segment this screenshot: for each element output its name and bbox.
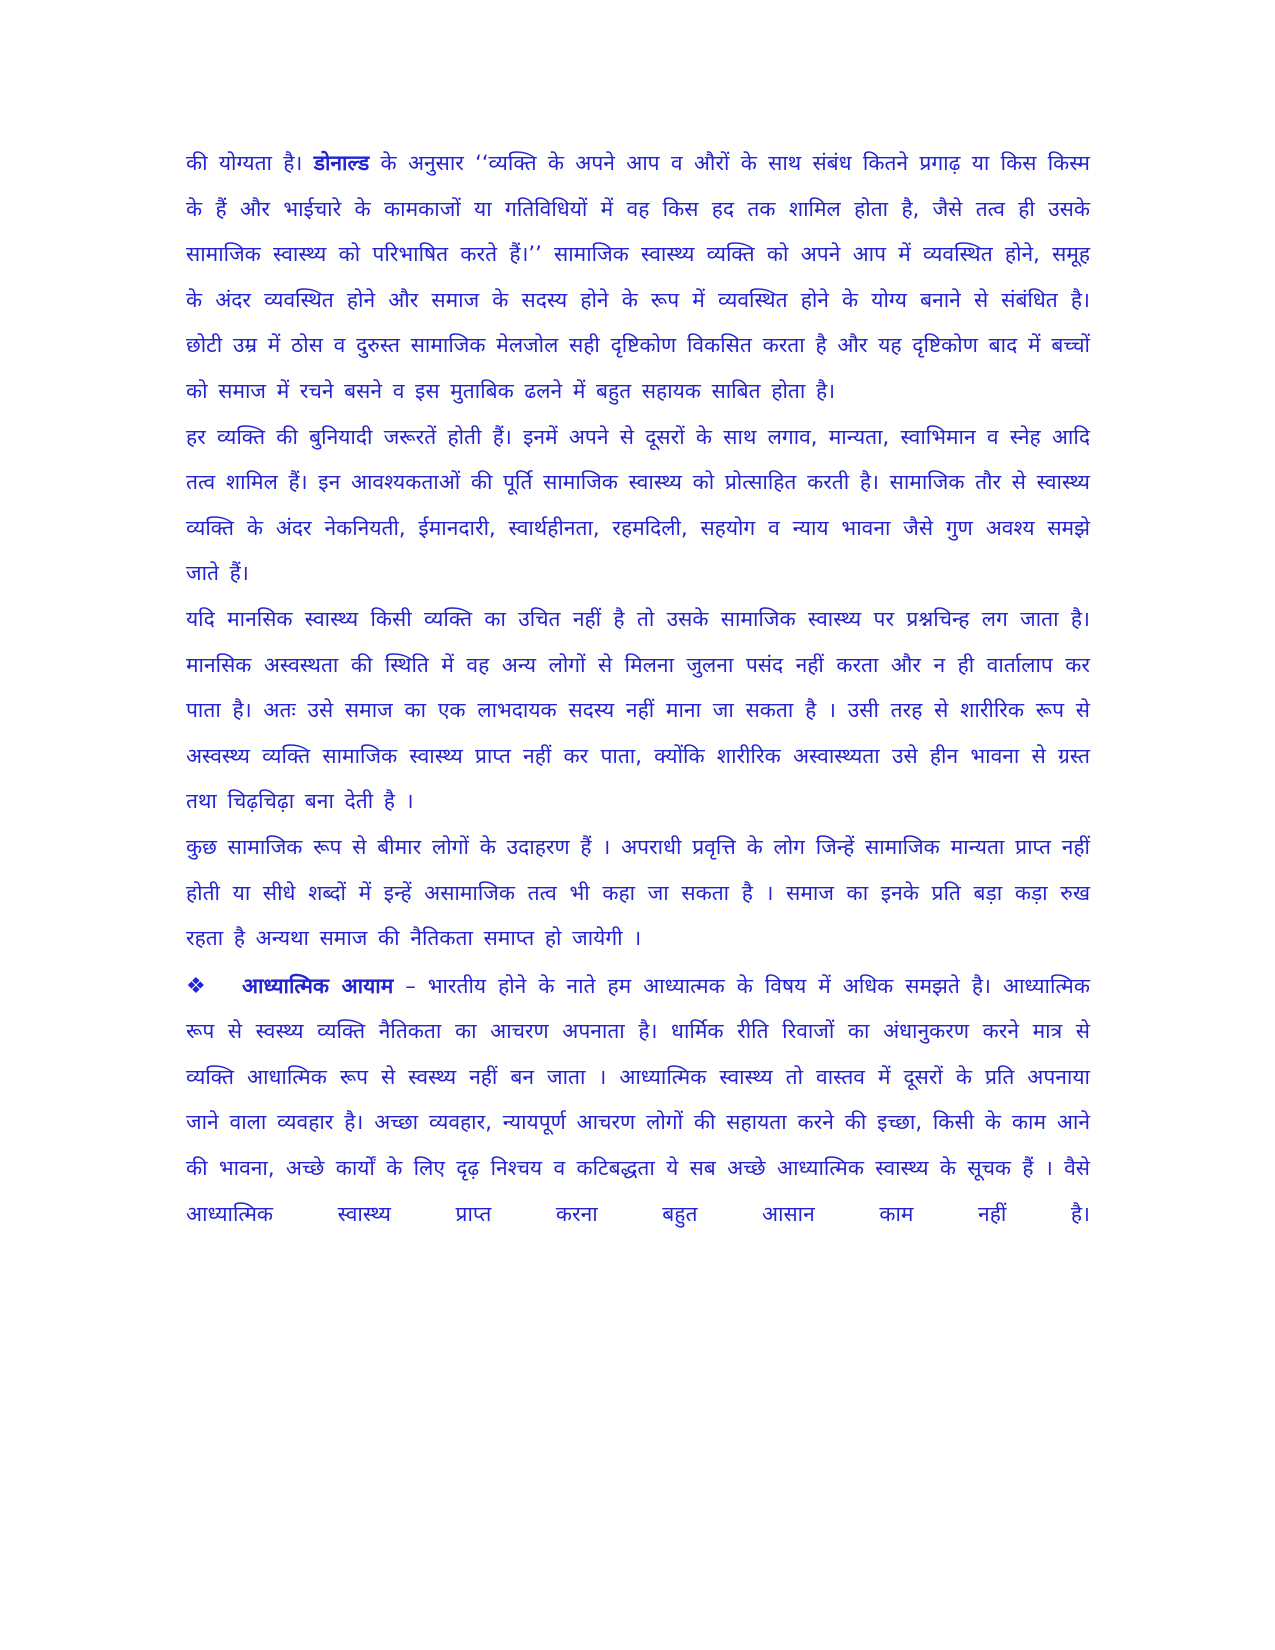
heading-dash: – [405,973,416,998]
section-heading: आध्यात्मिक आयाम [242,973,394,998]
paragraph-social-health-definition [186,141,1090,415]
paragraph-body: के अनुसार ‘‘व्यक्ति के अपने आप व औरों के साथ संबंध कितने प्रगाढ़ या किस किस्म के हैं और भाईचारे के कामकाजों या गतिविधियों में वह किस हद तक शामिल होता है, जैसे तत्व ही उसके सामाजिक स्वास्थ्य को परिभाषित करते हैं।’’ सामाजिक स्वास्थ्य व्यक्ति को अपने आप में व्यवस्थित होने, समूह के अंदर व्यवस्थित होने और समाज के सदस्य होने के रूप में व्यवस्थित होने के योग्य बनाने से संबंधित है। छोटी उम्र में ठोस व दुरुस्त सामाजिक मेलजोल सही दृष्टिकोण विकसित करता है और यह दृष्टिकोण बाद में बच्चों को समाज में रचने बसने व इस मुताबिक ढलने में बहुत सहायक साबित होता है। [186,151,1090,403]
body-text [186,141,1090,1237]
paragraph-mental-health: यदि मानसिक स्वास्थ्य किसी व्यक्ति का उचित नहीं है तो उसके सामाजिक स्वास्थ्य पर प्रश्नचिन्ह लग जाता है। मानसिक अस्वस्थता की स्थिति में वह अन्य लोगों से मिलना जुलना पसंद नहीं करता और न ही वार्तालाप कर पाता है। अतः उसे समाज का एक लाभदायक सदस्य नहीं माना जा सकता है । उसी तरह से शारीरिक रूप से अस्वस्थ्य व्यक्ति सामाजिक स्वास्थ्य प्राप्त नहीं कर पाता, क्योंकि शारीरिक अस्वास्थ्यता उसे हीन भावना से ग्रस्त तथा चिढ़चिढ़ा बना देती है । [186,606,1090,814]
section-body: भारतीय होने के नाते हम आध्यात्मक के विषय में अधिक समझते है। आध्यात्मिक रूप से स्वस्थ्य व्यक्ति नैतिकता का आचरण अपनाता है। धार्मिक रीति रिवाजों का अंधानुकरण करने मात्र से व्यक्ति आधात्मिक रूप से स्वस्थ्य नहीं बन जाता । आध्यात्मिक स्वास्थ्य तो वास्तव में दूसरों के प्रति अपनाया जाने वाला व्यवहार है। अच्छा व्यवहार, न्यायपूर्ण आचरण लोगों की सहायता करने की इच्छा, किसी के काम आने की भावना, अच्छे कार्यों के लिए दृढ़ निश्चय व कटिबद्धता ये सब अच्छे आध्यात्मिक स्वास्थ्य के सूचक हैं । वैसे आध्यात्मिक स्वास्थ्य प्राप्त करना बहुत आसान काम नहीं है। [186,973,1090,1226]
paragraph-intro: की योग्यता है। [186,151,303,175]
paragraph-socially-ill: कुछ सामाजिक रूप से बीमार लोगों के उदाहरण हैं । अपराधी प्रवृत्ति के लोग जिन्हें सामाजिक मान्यता प्राप्त नहीं होती या सीधे शब्दों में इन्हें असामाजिक तत्व भी कहा जा सकता है । समाज का इनके प्रति बड़ा कड़ा रुख रहता है अन्यथा समाज की नैतिकता समाप्त हो जायेगी । [186,834,1090,951]
section-spiritual-dimension [186,964,1090,1238]
paragraph-basic-needs: हर व्यक्ति की बुनियादी जरूरतें होती हैं। इनमें अपने से दूसरों के साथ लगाव, मान्यता, स्वाभिमान व स्नेह आदि तत्व शामिल हैं। इन आवश्यकताओं की पूर्ति सामाजिक स्वास्थ्य को प्रोत्साहित करती है। सामाजिक तौर से स्वास्थ्य व्यक्ति के अंदर नेकनियती, ईमानदारी, स्वार्थहीनता, रहमदिली, सहयोग व न्याय भावना जैसे गुण अवश्य समझे जाते हैं। [186,424,1090,586]
diamond-four-petal-icon: ❖ [186,973,206,999]
author-name: डोनाल्ड [313,151,370,175]
